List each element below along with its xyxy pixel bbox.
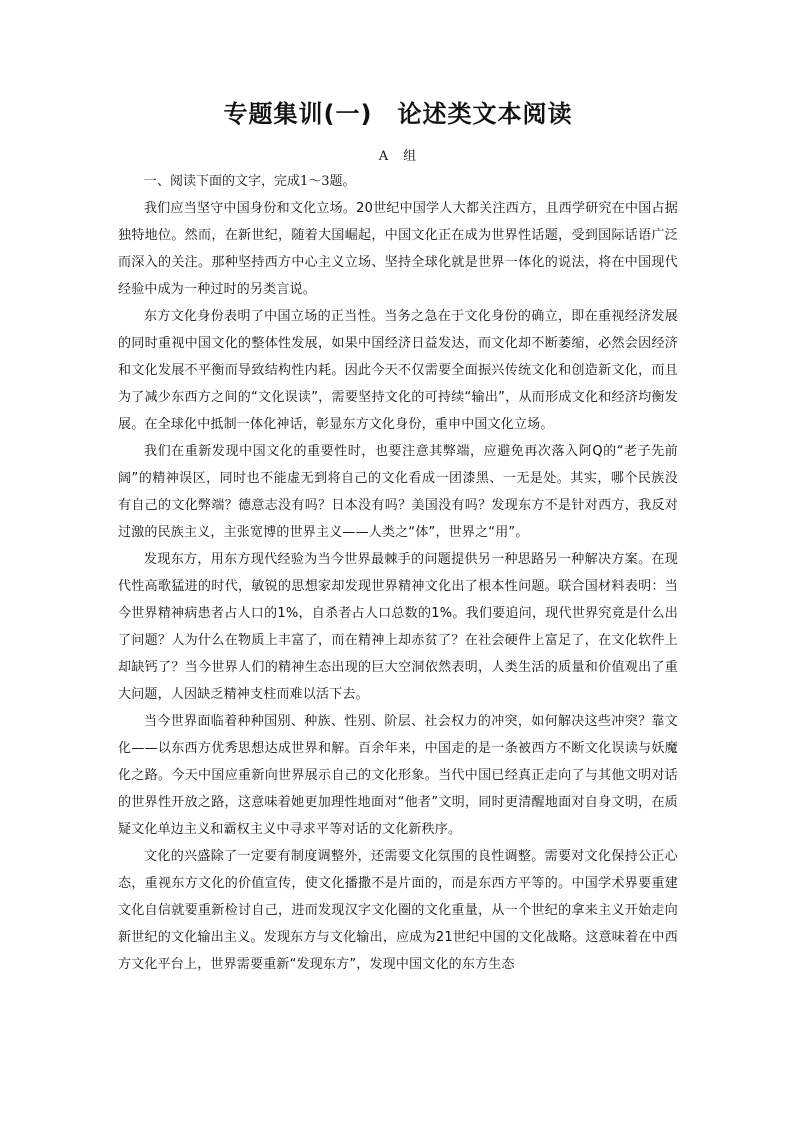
passage-paragraph-4: 发现东方，用东方现代经验为当今世界最棘手的问题提供另一种思路另一种解决方案。在现代性高歌猛进的时代，敏锐的思想家却发现世界精神文化出了根本性问题。联合国材料表明：当今世界精神病患者占人口的1%，自杀者占人口总数的1%。我们要追问，现代世界究竟是什么出了问题？人为什么在物质上丰富了，而在精神上却赤贫了？在社会硬件上富足了，在文化软件上却缺钙了？当今世界人们的精神生态出现的巨大空洞依然表明，人类生活的质量和价值观出了重大问题，人因缺乏精神支柱而难以活下去。	[118, 552, 678, 702]
passage-paragraph-6: 文化的兴盛除了一定要有制度调整外，还需要文化氛围的良性调整。需要对文化保持公正心态，重视东方文化的价值宣传，使文化播撒不是片面的，而是东西方平等的。中国学术界要重建文化自信就要重新检讨自己，进而发现汉字文化圈的文化重量，从一个世纪的拿来主义开始走向新世纪的文化输出主义。发现东方与文化输出，应成为21世纪中国的文化战略。这意味着在中西方文化平台上，世界需要重新“发现东方”，发现中国文化的东方生态	[118, 849, 678, 972]
question-instruction: 一、阅读下面的文字，完成1～3题。	[144, 174, 356, 189]
passage-paragraph-2: 东方文化身份表明了中国立场的正当性。当务之急在于文化身份的确立，即在重视经济发展的同时重视中国文化的整体性发展，如果中国经济日益发达，而文化却不断萎缩，必然会因经济和文化发展不平衡而导致结构性内耗。因此今天不仅需要全面振兴传统文化和创造新文化，而且为了减少东西方之间的“文化误读”，需要坚持文化的可持续“输出”，从而形成文化和经济均衡发展。在全球化中抵制一体化神话，彰显东方文化身份，重申中国文化立场。	[118, 309, 678, 432]
passage-paragraph-1: 我们应当坚守中国身份和文化立场。20世纪中国学人大都关注西方，且西学研究在中国占据独特地位。然而，在新世纪，随着大国崛起，中国文化正在成为世界性话题，受到国际话语广泛而深入的关注。那种坚持西方中心主义立场、坚持全球化就是世界一体化的说法，将在中国现代经验中成为一种过时的另类言说。	[118, 201, 678, 297]
document-title: 专题集训(一) 论述类文本阅读	[223, 100, 573, 128]
passage-paragraph-5: 当今世界面临着种种国别、种族、性别、阶层、社会权力的冲突，如何解决这些冲突？靠文化——以东西方优秀思想达成世界和解。百余年来，中国走的是一条被西方不断文化误读与妖魔化之路。今天中国应重新向世界展示自己的文化形象。当代中国已经真正走向了与其他文明对话的世界性开放之路，这意味着她更加理性地面对“他者”文明，同时更清醒地面对自身文明，在质疑文化单边主义和霸权主义中寻求平等对话的文化新秩序。	[118, 714, 678, 837]
group-label: A 组	[378, 149, 418, 164]
document-page	[118, 92, 678, 978]
passage-paragraph-3: 我们在重新发现中国文化的重要性时，也要注意其弊端，应避免再次落入阿Q的“老子先前阔”的精神误区，同时也不能虚无到将自己的文化看成一团漆黑、一无是处。其实，哪个民族没有自己的文化弊端？德意志没有吗？日本没有吗？美国没有吗？发现东方不是针对西方，我反对过激的民族主义，主张宽博的世界主义——人类之“体”，世界之“用”。	[118, 444, 678, 540]
